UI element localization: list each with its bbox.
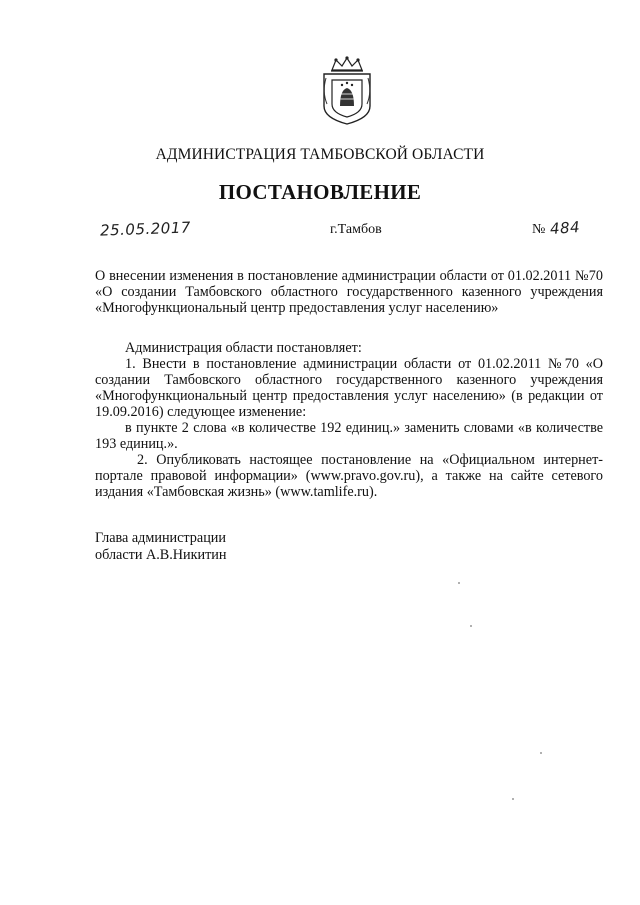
body-item-1-change: в пункте 2 слова «в количестве 192 единиц.» заменить словами «в количестве 193 единиц.». — [95, 420, 603, 452]
tambov-coat-of-arms-icon — [318, 56, 376, 126]
number-value: 484 — [549, 217, 581, 239]
document-type-title: ПОСТАНОВЛЕНИЕ — [218, 180, 422, 204]
signature-title: Глава администрации — [95, 530, 226, 546]
scan-speck — [458, 582, 460, 584]
document-number — [532, 217, 581, 239]
signature-name: области А.В.Никитин — [95, 547, 227, 563]
number-label: № — [532, 222, 546, 237]
body-item-1: 1. Внести в постановление администрации области от 01.02.2011 №70 «О создании Тамбовского областного государственного казенного учреждения «Многофункциональный центр предоставления услуг населению» (в редакции от 19.09.2016) следующее изменение: — [95, 356, 603, 420]
signature-block — [95, 530, 226, 564]
body-item-2: 2. Опубликовать настоящее постановление на «Официальном интернет-портале правовой информации» (www.pravo.gov.ru), а также на сайте сетевого издания «Тамбовская жизнь» (www.tamlife.ru). — [95, 452, 603, 500]
scan-speck — [470, 625, 472, 627]
document-subject: О внесении изменения в постановление администрации области от 01.02.2011 №70 «О создании Тамбовского областного государственного казенного учреждения «Многофункциональный центр предоставления услуг населению» — [95, 268, 603, 316]
scan-speck — [512, 798, 514, 800]
document-city: г.Тамбов — [330, 222, 382, 237]
body-intro: Администрация области постановляет: — [125, 340, 362, 356]
document-body — [95, 340, 603, 500]
document-date: 25.05.2017 — [99, 218, 192, 240]
scan-speck — [540, 752, 542, 754]
emblem — [318, 56, 376, 126]
authority-name: АДМИНИСТРАЦИЯ ТАМБОВСКОЙ ОБЛАСТИ — [155, 146, 485, 163]
